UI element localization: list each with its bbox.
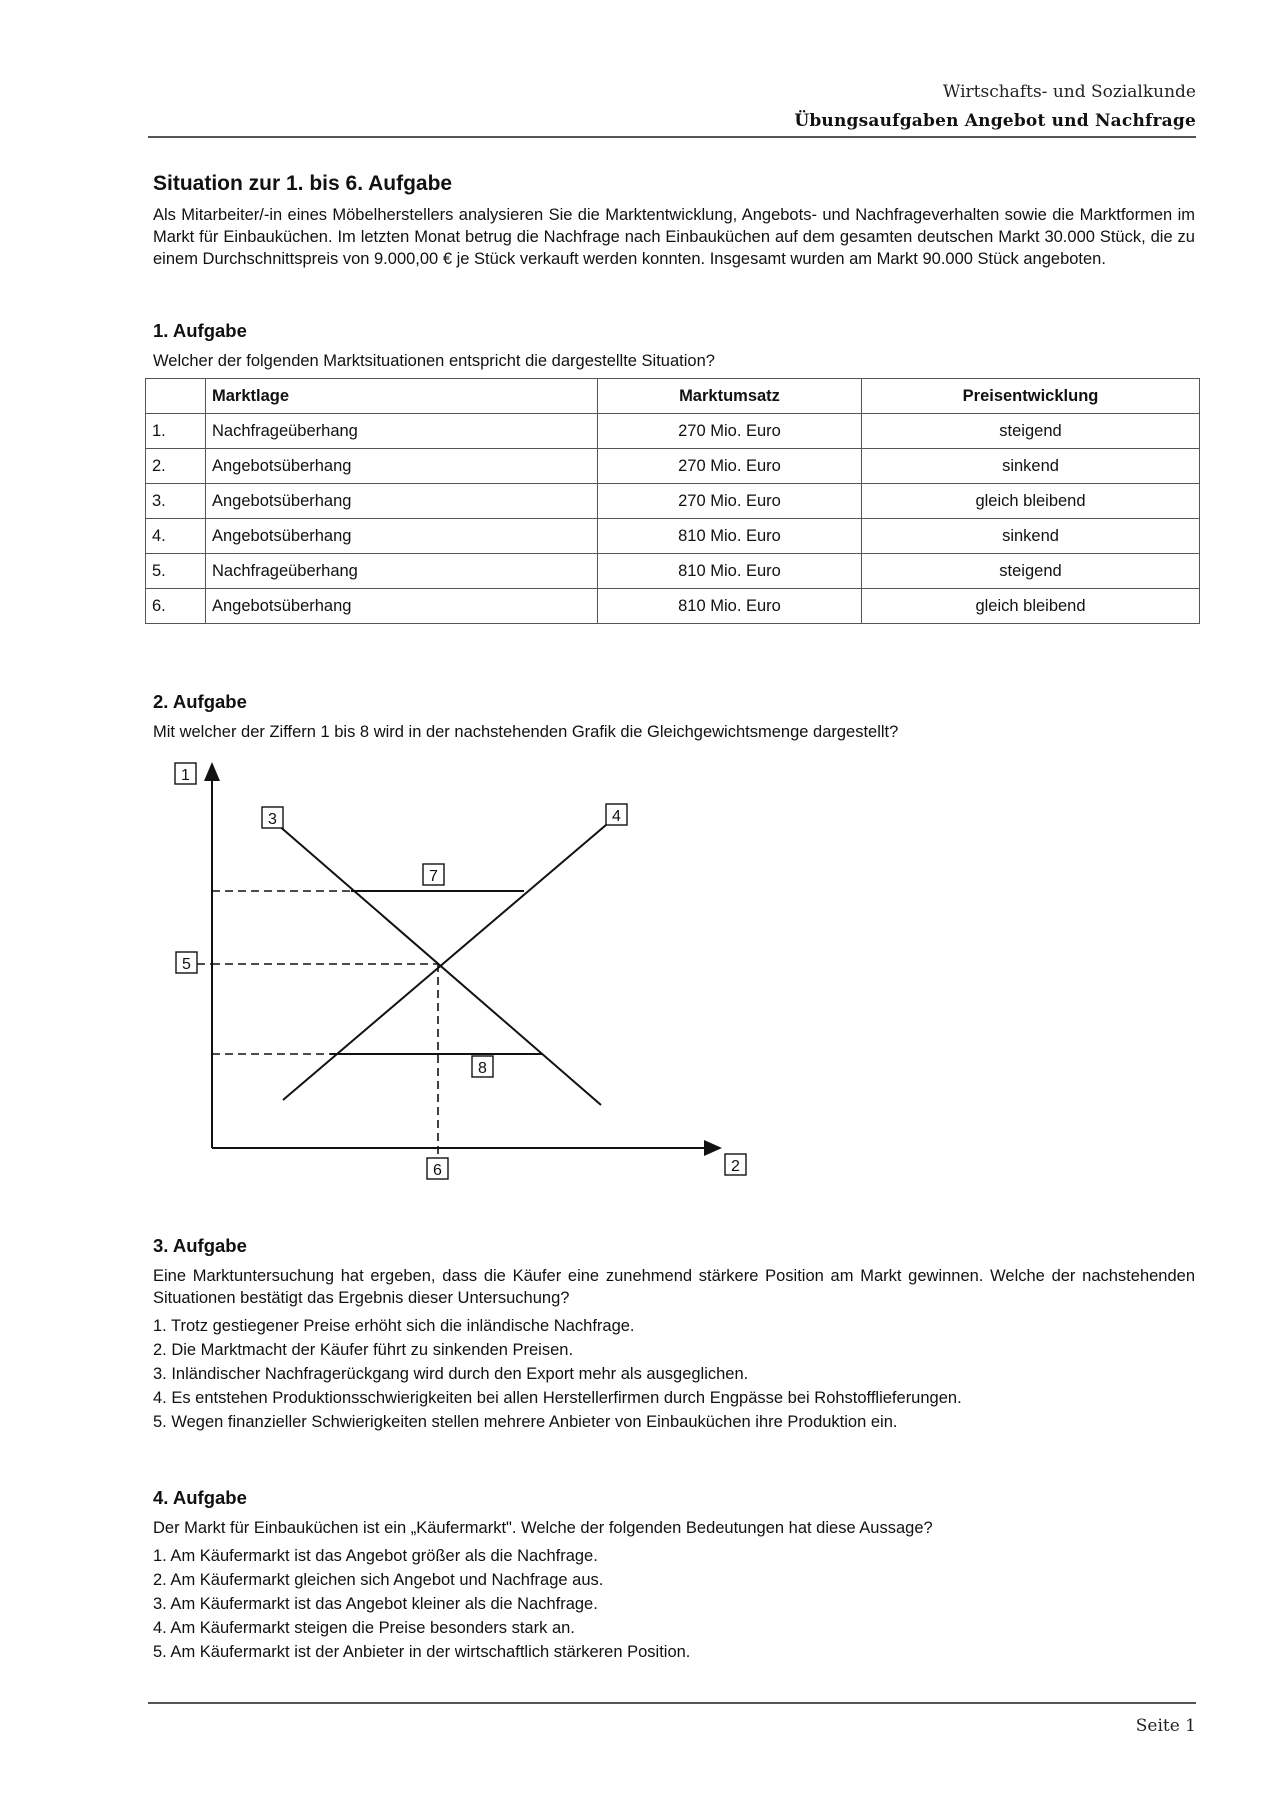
row-marktlage: Nachfrageüberhang — [206, 414, 598, 449]
row-number: 1. — [146, 414, 206, 449]
y-axis-arrow-icon — [204, 762, 220, 781]
row-preisentwicklung: sinkend — [862, 449, 1200, 484]
task3-option: 5. Wegen finanzieller Schwierigkeiten stellen mehrere Anbieter von Einbauküchen ihre Produktion ein. — [153, 1413, 898, 1431]
situation-heading: Situation zur 1. bis 6. Aufgabe — [153, 172, 453, 195]
label-3: 3 — [268, 811, 277, 828]
row-number: 6. — [146, 589, 206, 624]
row-preisentwicklung: gleich bleibend — [862, 484, 1200, 519]
page-number: Seite 1 — [1135, 1716, 1196, 1736]
task2-heading: 2. Aufgabe — [153, 691, 247, 712]
document-title: Übungsaufgaben Angebot und Nachfrage — [794, 111, 1196, 131]
task4-option: 5. Am Käufermarkt ist der Anbieter in der wirtschaftlich stärkeren Position. — [153, 1643, 691, 1661]
task4-option: 1. Am Käufermarkt ist das Angebot größer als die Nachfrage. — [153, 1547, 598, 1565]
demand-curve — [270, 818, 601, 1105]
row-number: 2. — [146, 449, 206, 484]
task3-heading: 3. Aufgabe — [153, 1235, 247, 1256]
x-axis-arrow-icon — [704, 1140, 722, 1156]
row-number: 3. — [146, 484, 206, 519]
footer-divider — [148, 1702, 1196, 1704]
label-4: 4 — [612, 808, 621, 825]
row-marktumsatz: 810 Mio. Euro — [598, 589, 862, 624]
row-preisentwicklung: steigend — [862, 554, 1200, 589]
row-marktlage: Angebotsüberhang — [206, 589, 598, 624]
row-marktlage: Angebotsüberhang — [206, 484, 598, 519]
table-header-marktumsatz: Marktumsatz — [598, 379, 862, 414]
row-marktlage: Nachfrageüberhang — [206, 554, 598, 589]
label-6: 6 — [433, 1162, 442, 1179]
task3-question: Eine Marktuntersuchung hat ergeben, dass die Käufer eine zunehmend stärkere Position am Markt gewinnen. Welche der nachstehenden Situationen bestätigt das Ergebnis dieser Untersuchung? — [153, 1267, 1195, 1307]
task3-option: 4. Es entstehen Produktionsschwierigkeiten bei allen Herstellerfirmen durch Engpässe bei Rohstofflieferungen. — [153, 1389, 962, 1407]
row-number: 5. — [146, 554, 206, 589]
label-2: 2 — [731, 1158, 740, 1175]
label-7: 7 — [429, 868, 438, 885]
task3-option: 3. Inländischer Nachfragerückgang wird durch den Export mehr als ausgeglichen. — [153, 1365, 749, 1383]
row-preisentwicklung: gleich bleibend — [862, 589, 1200, 624]
label-1: 1 — [181, 767, 190, 784]
row-marktlage: Angebotsüberhang — [206, 449, 598, 484]
task3-option: 2. Die Marktmacht der Käufer führt zu sinkenden Preisen. — [153, 1341, 574, 1359]
document-subject: Wirtschafts- und Sozialkunde — [942, 82, 1196, 102]
task4-option: 2. Am Käufermarkt gleichen sich Angebot und Nachfrage aus. — [153, 1571, 604, 1589]
task4-question: Der Markt für Einbauküchen ist ein „Käufermarkt". Welche der folgenden Bedeutungen hat diese Aussage? — [153, 1519, 933, 1537]
task2-question: Mit welcher der Ziffern 1 bis 8 wird in der nachstehenden Grafik die Gleichgewichtsmenge dargestellt? — [153, 723, 899, 741]
task3-option: 1. Trotz gestiegener Preise erhöht sich die inländische Nachfrage. — [153, 1317, 635, 1335]
row-marktlage: Angebotsüberhang — [206, 519, 598, 554]
label-8: 8 — [478, 1060, 487, 1077]
table-header-preisentwicklung: Preisentwicklung — [862, 379, 1200, 414]
row-preisentwicklung: steigend — [862, 414, 1200, 449]
label-5: 5 — [182, 956, 191, 973]
row-number: 4. — [146, 519, 206, 554]
task4-option: 3. Am Käufermarkt ist das Angebot kleiner als die Nachfrage. — [153, 1595, 598, 1613]
task1-question: Welcher der folgenden Marktsituationen entspricht die dargestellte Situation? — [153, 352, 715, 370]
task4-option: 4. Am Käufermarkt steigen die Preise besonders stark an. — [153, 1619, 575, 1637]
task1-heading: 1. Aufgabe — [153, 320, 247, 341]
task4-heading: 4. Aufgabe — [153, 1487, 247, 1508]
row-marktumsatz: 270 Mio. Euro — [598, 414, 862, 449]
table-header-marktlage: Marktlage — [206, 379, 598, 414]
situation-text: Als Mitarbeiter/-in eines Möbelherstellers analysieren Sie die Marktentwicklung, Angebots- und Nachfrageverhalten sowie die Marktformen im Markt für Einbauküchen. Im letzten Monat betrug die Nachfrage nach Einbauküchen auf dem gesamten deutschen Markt 30.000 Stück, die zu einem Durchschnittspreis von 9.000,00 € je Stück verkauft werden konnten. Insgesamt wurden am Markt 90.000 Stück angeboten. — [153, 206, 1195, 268]
row-marktumsatz: 810 Mio. Euro — [598, 519, 862, 554]
row-preisentwicklung: sinkend — [862, 519, 1200, 554]
row-marktumsatz: 270 Mio. Euro — [598, 484, 862, 519]
row-marktumsatz: 810 Mio. Euro — [598, 554, 862, 589]
row-marktumsatz: 270 Mio. Euro — [598, 449, 862, 484]
